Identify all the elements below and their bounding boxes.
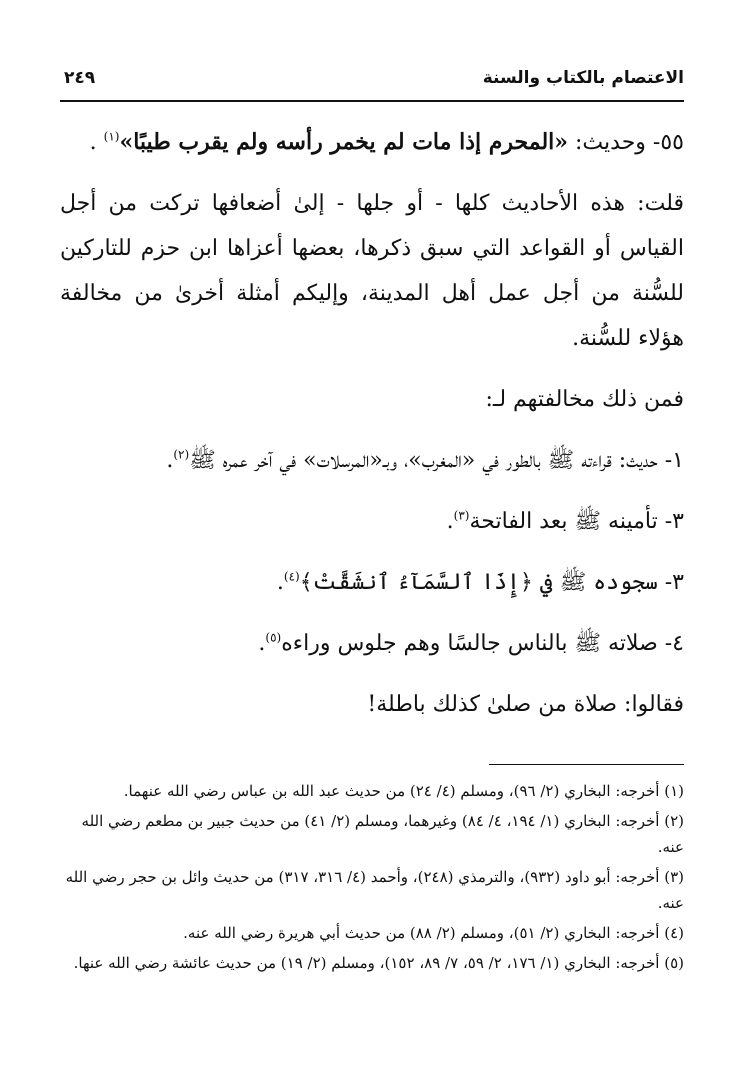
list-item-1: [60, 438, 684, 483]
footnote-ref: (٣): [453, 508, 470, 523]
quran-verse: ﴿إِذَا ٱلسَّمَآءُ ٱنشَقَّتْ﴾: [299, 570, 533, 595]
footnote-2: (٢) أخرجه: البخاري (١/ ١٩٤، ٤/ ٨٤) وغيرهما، ومسلم (٢/ ٤١) من حديث جبير بن مطعم رضي الله عنه.: [81, 812, 684, 856]
punctuation: .: [258, 631, 266, 656]
footnote-3: (٣) أخرجه: أبو داود (٩٣٢)، والترمذي (٢٤٨)، وأحمد (٤/ ٣١٦، ٣١٧) من حديث وائل بن حجر رضي الله عنه.: [65, 868, 684, 912]
footnote-1: (١) أخرجه: البخاري (٢/ ٩٦)، ومسلم (٤/ ٢٤) من حديث عبد الله بن عباس رضي الله عنهما.: [123, 782, 684, 800]
footnote-5: (٥) أخرجه: البخاري (١/ ١٧٦، ٢/ ٥٩، ٧/ ٨٩، ١٥٢)، ومسلم (٢/ ١٩) من حديث عائشة رضي الله عنها.: [73, 954, 684, 972]
footnote-ref: (٢): [173, 447, 190, 462]
paragraph: قلت: هذه الأحاديث كلها - أو جلها - إلىٰ أضعافها تركت من أجل القياس أو القواعد التي سبق ذكرها، بعضها أعزاها ابن حزم للتاركين للسُّنة من أجل عمل أهل المدينة، وإليكم أمثلة أخرىٰ من مخالفة هؤلاء للسُّنة.: [60, 191, 684, 351]
list-item-text: ١- حديث: قراءته ﷺ بالطور في «المغرب»، وبـ«المرسلات» في آخر عمره ﷺ: [189, 448, 684, 473]
page-body: [60, 120, 684, 743]
hadith-quote: «المحرم إذا مات لم يخمر رأسه ولم يقرب طيبًا»: [119, 129, 569, 155]
footnote-ref: (١): [103, 129, 120, 144]
conclusion: فقالوا: صلاة من صلىٰ كذلك باطلة!: [367, 692, 684, 717]
punctuation: .: [276, 570, 284, 595]
book-page: [60, 60, 684, 972]
punctuation: .: [166, 448, 174, 473]
item-number: ٥٥- وحديث:: [568, 130, 684, 155]
list-item-text: ٣- سجوده ﷺ في: [532, 570, 684, 595]
hadith-item-55: [60, 120, 684, 165]
list-item-3: [60, 560, 684, 605]
page-header: [60, 60, 684, 94]
list-item-2: [60, 499, 684, 544]
list-item-text: ٣- تأمينه ﷺ بعد الفاتحة: [469, 509, 684, 534]
footnotes: [60, 778, 684, 980]
list-item-4: [60, 621, 684, 666]
running-title: الاعتصام بالكتاب والسنة: [482, 68, 684, 88]
footnote-4: (٤) أخرجه: البخاري (٢/ ٥١)، ومسلم (٢/ ٨٨) من حديث أبي هريرة رضي الله عنه.: [183, 924, 684, 942]
footnote-ref: (٥): [265, 630, 282, 645]
punctuation: .: [89, 130, 104, 155]
paragraph-intro: فمن ذلك مخالفتهم لـ:: [485, 387, 684, 412]
footnote-ref: (٤): [283, 569, 300, 584]
punctuation: .: [446, 509, 454, 534]
list-item-text: ٤- صلاته ﷺ بالناس جالسًا وهم جلوس وراءه: [281, 631, 684, 656]
footnote-divider: [489, 764, 684, 765]
header-rule: [60, 100, 684, 102]
page-number: ٢٤٩: [64, 68, 96, 88]
